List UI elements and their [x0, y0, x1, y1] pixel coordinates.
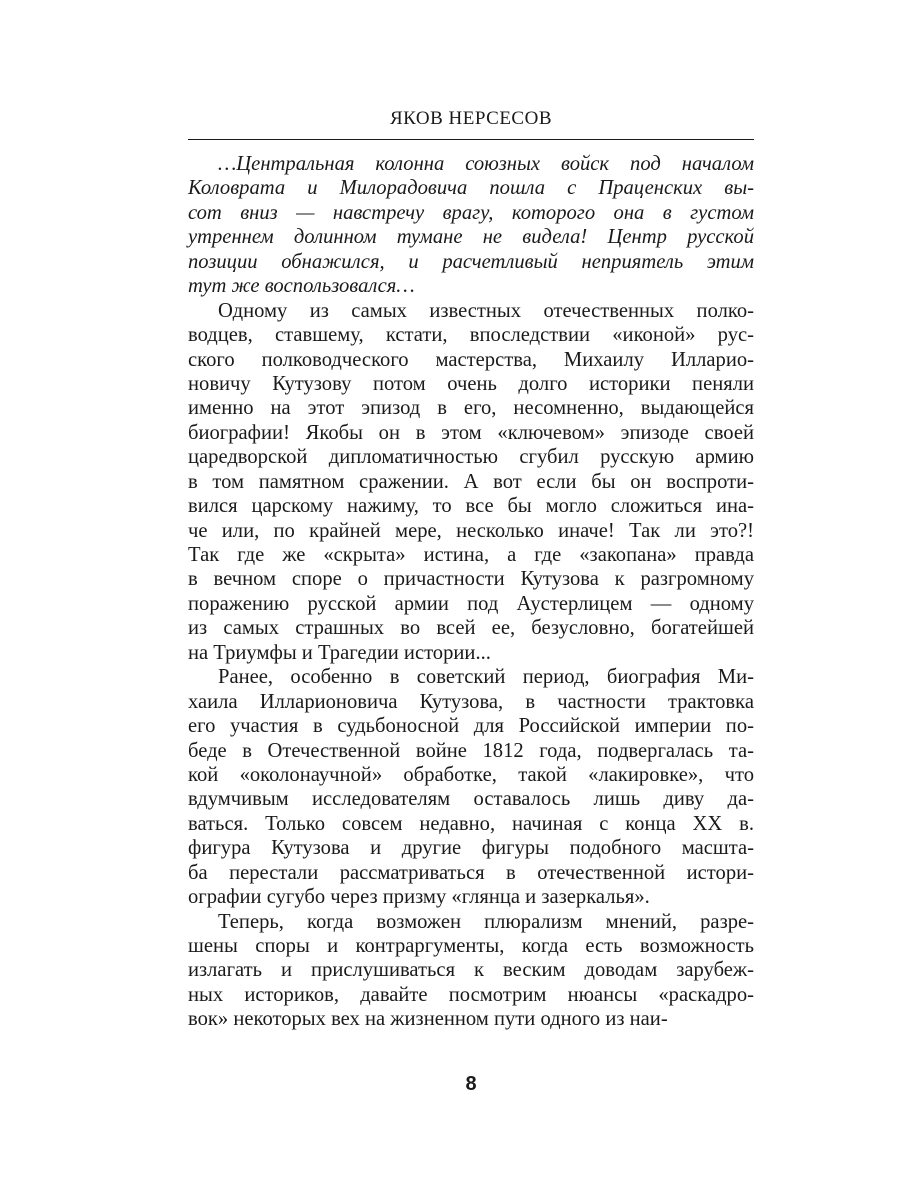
- text-line: Коловрата и Милорадовича пошла с Праценских вы-: [188, 177, 754, 200]
- text-line: водцев, ставшему, кстати, впоследствии «иконой» рус-: [188, 324, 754, 347]
- text-line: ваться. Только совсем недавно, начиная с конца XX в.: [188, 812, 754, 835]
- text-line: сот вниз — навстречу врагу, которого она в густом: [188, 201, 754, 224]
- text-line: Теперь, когда возможен плюрализм мнений, разре-: [218, 910, 754, 933]
- text-line: царедворской дипломатичностью сгубил русскую армию: [188, 446, 754, 469]
- text-line: ского полководческого мастерства, Михаилу Илларио-: [188, 348, 754, 371]
- text-line: фигура Кутузова и другие фигуры подобного масшта-: [188, 837, 754, 860]
- paragraph: [188, 910, 754, 1032]
- paragraph: [188, 152, 754, 299]
- text-line: его участия в судьбоносной для Российской империи по-: [188, 715, 754, 738]
- text-line: именно на этот эпизод в его, несомненно, выдающейся: [188, 397, 754, 420]
- text-line: в том памятном сражении. А вот если бы он воспроти-: [188, 470, 754, 493]
- text-line: че или, по крайней мере, несколько иначе! Так ли это?!: [188, 519, 754, 542]
- header-rule: [188, 139, 754, 140]
- text-line: Так где же «скрыта» истина, а где «закопана» правда: [188, 544, 754, 566]
- text-line: новичу Кутузову потом очень долго историки пеняли: [188, 372, 754, 395]
- text-line: Одному из самых известных отечественных полко-: [218, 299, 754, 322]
- text-line: утреннем долинном тумане не видела! Центр русской: [188, 226, 754, 249]
- text-line: …Центральная колонна союзных войск под началом: [218, 153, 754, 175]
- text-line: Ранее, особенно в советский период, биография Ми-: [218, 666, 754, 689]
- body-text: [188, 152, 754, 1032]
- text-line: в вечном споре о причастности Кутузова к разгромному: [188, 568, 754, 591]
- text-line: вдумчивым исследователям оставалось лишь диву да-: [188, 788, 754, 811]
- text-line: тут же воспользовался…: [188, 275, 415, 298]
- paragraph: [188, 299, 754, 666]
- text-line: кой «околонаучной» обработке, такой «лакировке», что: [188, 763, 754, 786]
- text-line: вок» некоторых вех на жизненном пути одного из наи-: [188, 1008, 668, 1031]
- text-line: на Триумфы и Трагедии истории...: [188, 641, 491, 664]
- running-header: ЯКОВ НЕРСЕСОВ: [390, 108, 552, 129]
- text-line: позиции обнажился, и расчетливый неприятель этим: [188, 250, 754, 273]
- text-line: шены споры и контраргументы, когда есть возможность: [188, 935, 754, 957]
- paragraph: [188, 665, 754, 909]
- text-line: хаила Илларионовича Кутузова, в частности трактовка: [188, 690, 754, 713]
- page-number: 8: [465, 1073, 477, 1095]
- text-line: беде в Отечественной войне 1812 года, подвергалась та-: [188, 739, 754, 762]
- text-line: ных историков, давайте посмотрим нюансы «раскадро-: [188, 983, 754, 1006]
- text-line: биографии! Якобы он в этом «ключевом» эпизоде своей: [188, 421, 754, 444]
- text-line: вился царскому нажиму, то все бы могло сложиться ина-: [188, 495, 754, 518]
- text-line: ографии сугубо через призму «глянца и зазеркалья».: [188, 886, 650, 909]
- text-line: излагать и прислушиваться к веским доводам зарубеж-: [188, 959, 754, 982]
- text-line: ба перестали рассматриваться в отечественной истори-: [188, 861, 754, 884]
- text-line: из самых страшных во всей ее, безусловно, богатейшей: [188, 617, 754, 640]
- text-line: поражению русской армии под Аустерлицем — одному: [188, 592, 754, 615]
